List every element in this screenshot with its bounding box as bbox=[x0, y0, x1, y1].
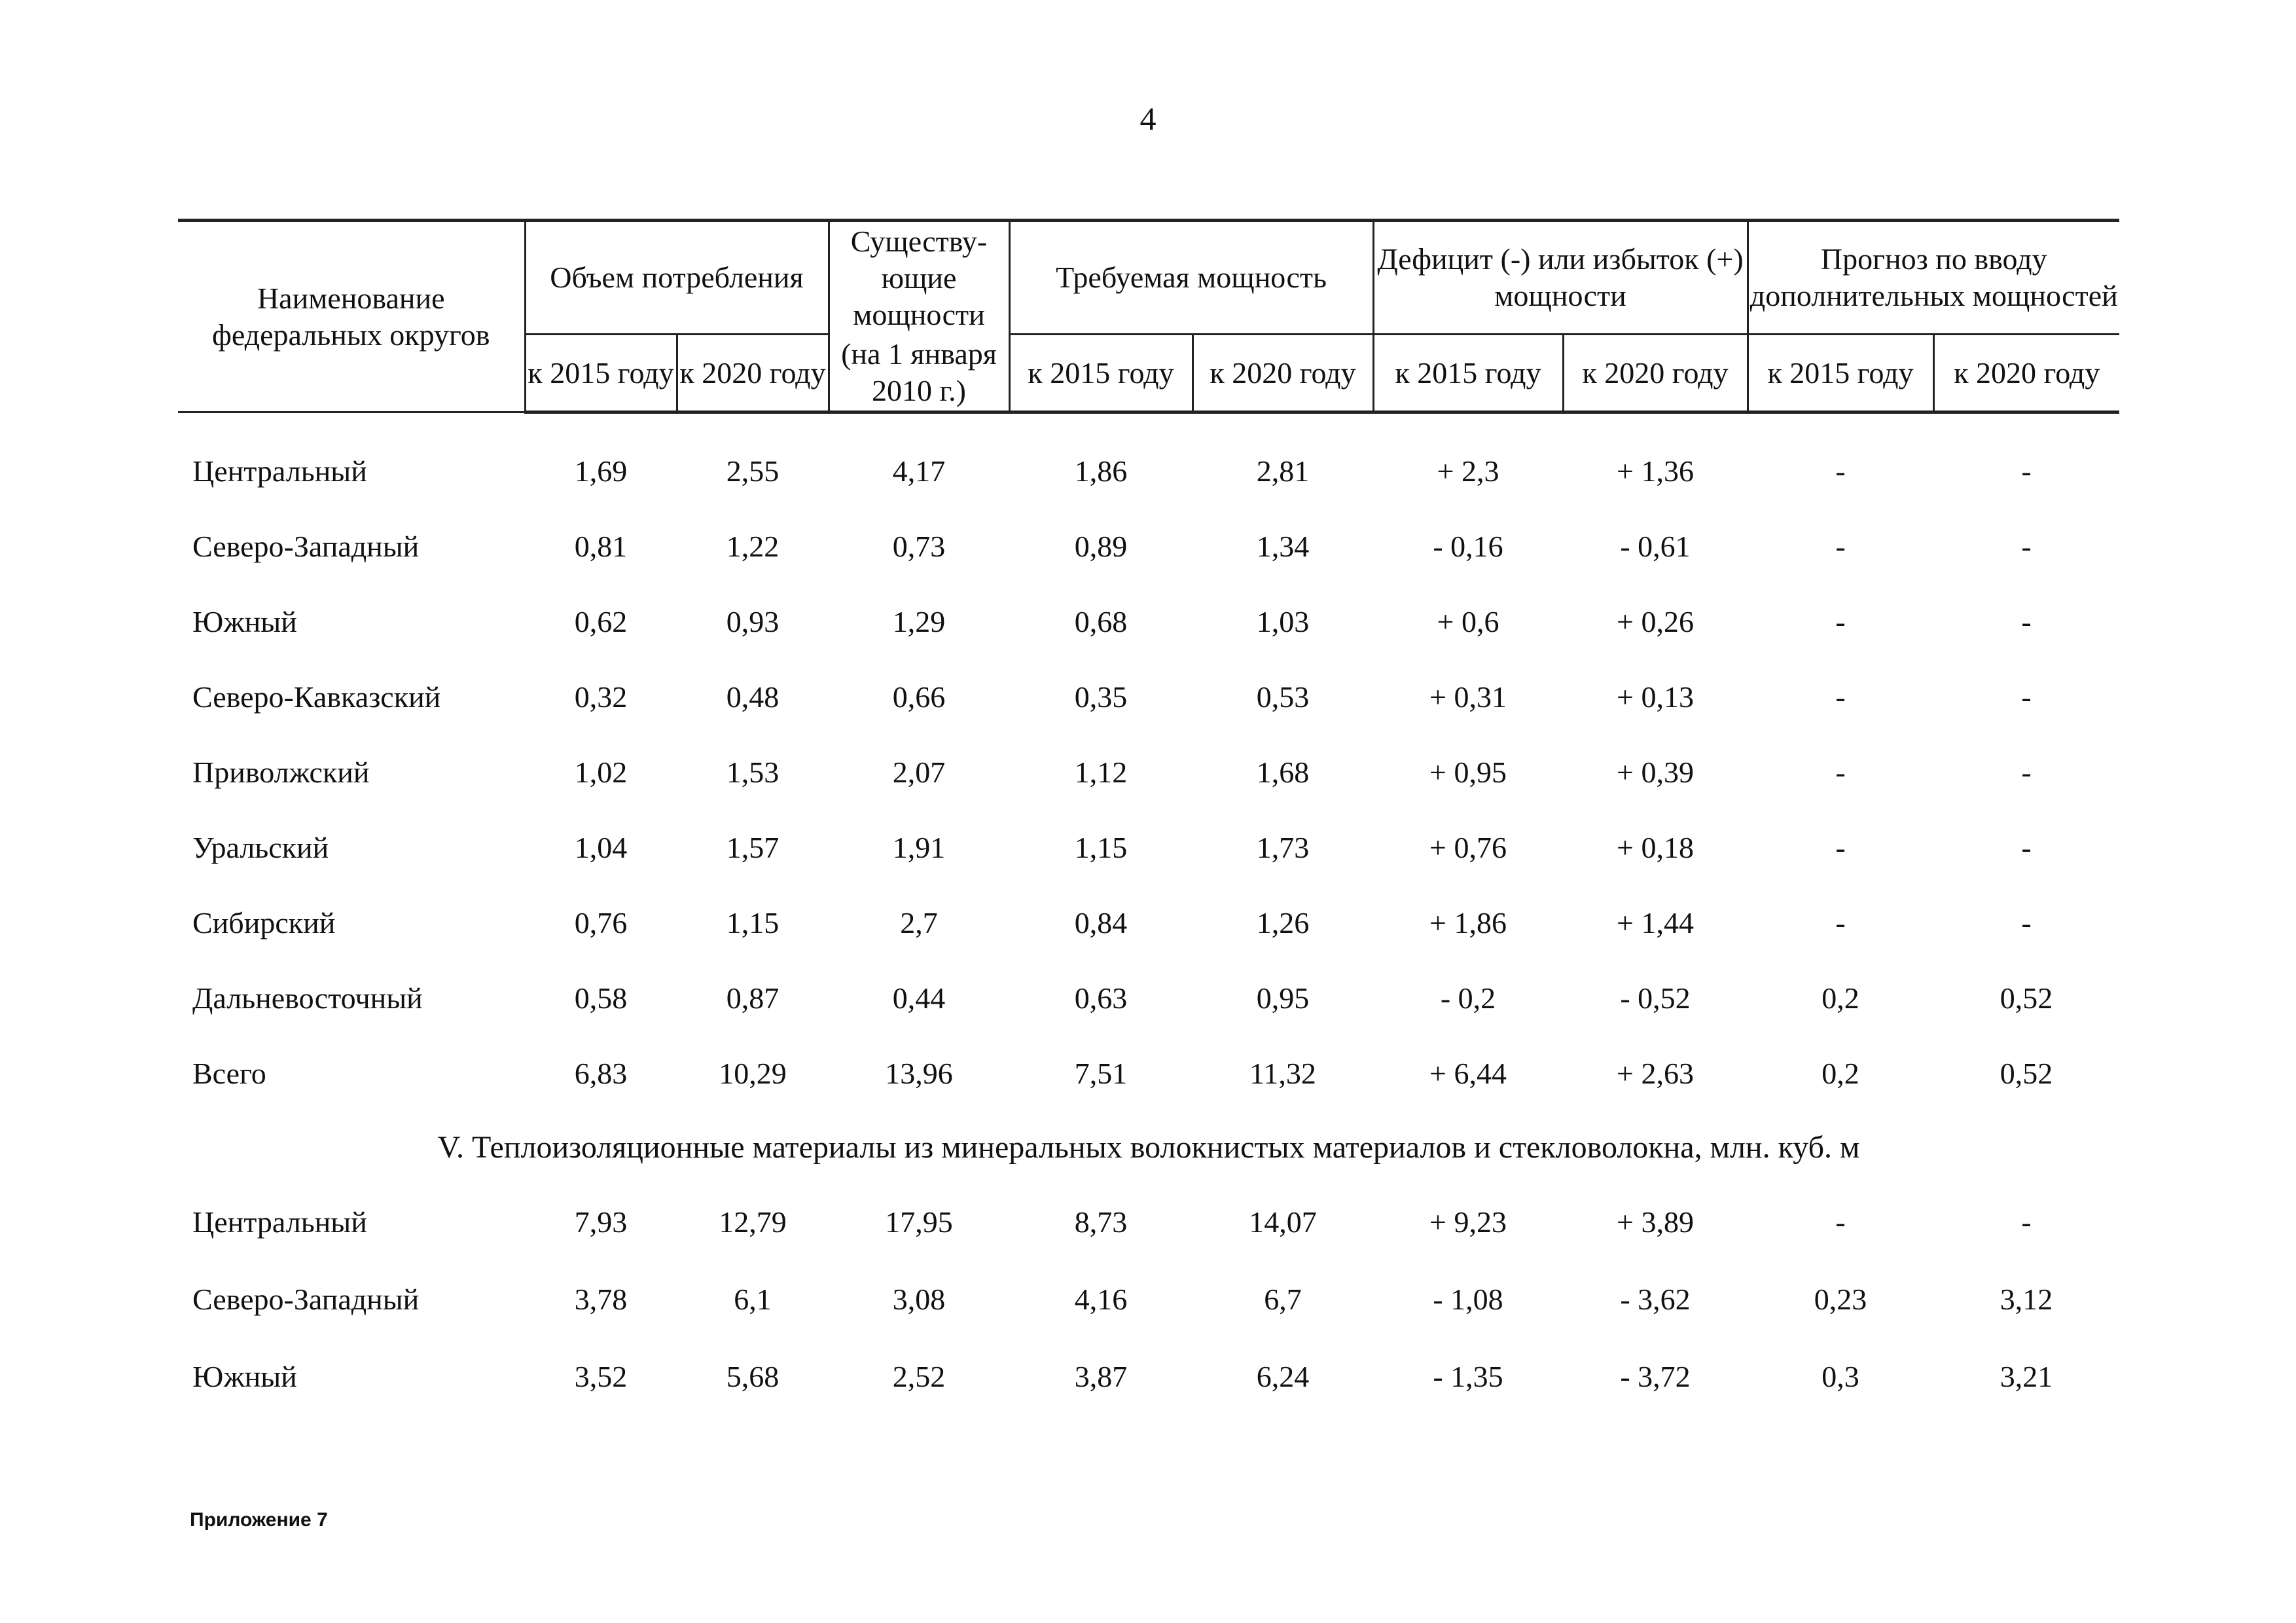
cell-deficit-2020: - 0,61 bbox=[1620, 530, 1691, 563]
cell-consumption-2015: 0,58 bbox=[574, 981, 628, 1015]
header-existing-date bbox=[829, 335, 1009, 412]
cell-deficit-2020: + 0,39 bbox=[1617, 756, 1694, 789]
cell-required-2020: 0,95 bbox=[1256, 981, 1310, 1015]
table-row bbox=[178, 509, 2119, 584]
cell-deficit-2020: + 0,26 bbox=[1617, 605, 1694, 638]
capacity-table bbox=[178, 219, 2119, 1415]
header-required-2015: к 2015 году bbox=[1009, 335, 1193, 412]
cell-deficit-2015: - 0,2 bbox=[1440, 981, 1496, 1015]
cell-consumption-2020: 12,79 bbox=[719, 1205, 787, 1239]
appendix-footer: Приложение 7 bbox=[190, 1509, 328, 1531]
header-existing-date-line2: 2010 г.) bbox=[872, 373, 966, 407]
cell-deficit-2020: + 0,13 bbox=[1617, 680, 1694, 714]
header-consumption-2020: к 2020 году bbox=[677, 335, 829, 412]
cell-district-name: Центральный bbox=[192, 1205, 367, 1239]
cell-existing-capacity: 2,7 bbox=[900, 906, 938, 939]
header-forecast: Прогноз по вводу дополнительных мощностей bbox=[1748, 221, 2119, 335]
header-deficit-2015: к 2015 году bbox=[1373, 335, 1563, 412]
cell-consumption-2015: 1,02 bbox=[574, 756, 628, 789]
cell-forecast-2015: - bbox=[1835, 831, 1846, 864]
cell-deficit-2020: - 3,62 bbox=[1620, 1282, 1691, 1316]
cell-existing-capacity: 3,08 bbox=[892, 1282, 946, 1316]
table-row bbox=[178, 1183, 2119, 1260]
cell-required-2020: 1,26 bbox=[1256, 906, 1310, 939]
cell-district-name: Всего bbox=[192, 1057, 266, 1090]
cell-district-name: Дальневосточный bbox=[192, 981, 423, 1015]
cell-consumption-2020: 2,55 bbox=[726, 454, 780, 488]
header-required-2020: к 2020 году bbox=[1193, 335, 1373, 412]
cell-district-name: Приволжский bbox=[192, 756, 370, 789]
cell-consumption-2020: 0,48 bbox=[726, 680, 780, 714]
cell-required-2020: 6,7 bbox=[1264, 1282, 1302, 1316]
cell-district-name: Уральский bbox=[192, 831, 329, 864]
cell-required-2015: 1,15 bbox=[1074, 831, 1128, 864]
cell-deficit-2020: - 0,52 bbox=[1620, 981, 1691, 1015]
cell-forecast-2015: - bbox=[1835, 1205, 1846, 1239]
cell-consumption-2015: 3,78 bbox=[574, 1282, 628, 1316]
cell-deficit-2020: + 0,18 bbox=[1617, 831, 1694, 864]
cell-forecast-2020: 0,52 bbox=[2000, 981, 2053, 1015]
cell-district-name: Центральный bbox=[192, 454, 367, 488]
cell-required-2015: 1,12 bbox=[1074, 756, 1128, 789]
cell-forecast-2015: - bbox=[1835, 906, 1846, 939]
cell-forecast-2020: - bbox=[2021, 530, 2032, 563]
cell-required-2015: 0,89 bbox=[1074, 530, 1128, 563]
cell-forecast-2015: - bbox=[1835, 605, 1846, 638]
table-row bbox=[178, 584, 2119, 659]
cell-forecast-2020: - bbox=[2021, 1205, 2032, 1239]
header-existing-line1: Существу- bbox=[850, 224, 988, 258]
cell-existing-capacity: 13,96 bbox=[885, 1057, 953, 1090]
section-title-row bbox=[178, 1111, 2119, 1183]
cell-forecast-2015: - bbox=[1835, 530, 1846, 563]
cell-deficit-2020: - 3,72 bbox=[1620, 1359, 1691, 1393]
cell-existing-capacity: 1,29 bbox=[892, 605, 946, 638]
cell-deficit-2020: + 1,36 bbox=[1617, 454, 1694, 488]
cell-existing-capacity: 2,07 bbox=[892, 756, 946, 789]
cell-required-2015: 0,35 bbox=[1074, 680, 1128, 714]
cell-forecast-2020: - bbox=[2021, 680, 2032, 714]
table-row bbox=[178, 1260, 2119, 1338]
cell-forecast-2015: - bbox=[1835, 756, 1846, 789]
cell-consumption-2020: 1,22 bbox=[726, 530, 780, 563]
cell-deficit-2020: + 1,44 bbox=[1617, 906, 1694, 939]
header-district-name: Наименование федеральных округов bbox=[178, 221, 525, 412]
cell-forecast-2015: 0,2 bbox=[1821, 1057, 1859, 1090]
cell-required-2020: 11,32 bbox=[1249, 1057, 1316, 1090]
cell-existing-capacity: 4,17 bbox=[892, 454, 946, 488]
cell-deficit-2015: + 0,95 bbox=[1429, 756, 1507, 789]
cell-existing-capacity: 1,91 bbox=[892, 831, 946, 864]
table-row bbox=[178, 412, 2119, 509]
cell-deficit-2015: + 0,76 bbox=[1429, 831, 1507, 864]
header-existing-line3: мощности bbox=[853, 297, 985, 331]
cell-required-2020: 1,68 bbox=[1256, 756, 1310, 789]
header-deficit-surplus: Дефицит (-) или избыток (+) мощности bbox=[1373, 221, 1748, 335]
cell-deficit-2015: + 2,3 bbox=[1437, 454, 1499, 488]
cell-forecast-2015: 0,3 bbox=[1821, 1359, 1859, 1393]
table-body bbox=[178, 412, 2119, 1415]
cell-forecast-2020: 0,52 bbox=[2000, 1057, 2053, 1090]
cell-forecast-2020: - bbox=[2021, 756, 2032, 789]
cell-forecast-2020: - bbox=[2021, 605, 2032, 638]
cell-required-2015: 0,63 bbox=[1074, 981, 1128, 1015]
cell-consumption-2020: 1,53 bbox=[726, 756, 780, 789]
cell-consumption-2015: 3,52 bbox=[574, 1359, 628, 1393]
cell-district-name: Южный bbox=[192, 1359, 297, 1393]
cell-forecast-2015: 0,2 bbox=[1821, 981, 1859, 1015]
cell-consumption-2020: 1,15 bbox=[726, 906, 780, 939]
cell-forecast-2015: - bbox=[1835, 680, 1846, 714]
cell-forecast-2020: - bbox=[2021, 454, 2032, 488]
header-existing-capacity bbox=[829, 221, 1009, 335]
cell-district-name: Северо-Кавказский bbox=[192, 680, 441, 714]
table-row bbox=[178, 1036, 2119, 1111]
cell-required-2020: 1,34 bbox=[1256, 530, 1310, 563]
cell-required-2015: 4,16 bbox=[1074, 1282, 1128, 1316]
cell-consumption-2020: 5,68 bbox=[726, 1359, 780, 1393]
cell-forecast-2015: - bbox=[1835, 454, 1846, 488]
cell-required-2015: 3,87 bbox=[1074, 1359, 1128, 1393]
cell-required-2020: 1,73 bbox=[1256, 831, 1310, 864]
table-row bbox=[178, 735, 2119, 810]
cell-required-2020: 2,81 bbox=[1256, 454, 1310, 488]
header-forecast-2015: к 2015 году bbox=[1748, 335, 1933, 412]
table-row bbox=[178, 960, 2119, 1036]
cell-forecast-2020: 3,12 bbox=[2000, 1282, 2053, 1316]
cell-existing-capacity: 17,95 bbox=[885, 1205, 953, 1239]
cell-deficit-2015: + 9,23 bbox=[1429, 1205, 1507, 1239]
cell-consumption-2020: 0,93 bbox=[726, 605, 780, 638]
table-row bbox=[178, 810, 2119, 885]
header-consumption: Объем потребления bbox=[525, 221, 829, 335]
cell-deficit-2015: - 1,35 bbox=[1433, 1359, 1503, 1393]
cell-consumption-2015: 0,81 bbox=[574, 530, 628, 563]
cell-existing-capacity: 2,52 bbox=[892, 1359, 946, 1393]
cell-deficit-2015: + 0,31 bbox=[1429, 680, 1507, 714]
table-row bbox=[178, 659, 2119, 735]
cell-deficit-2015: - 0,16 bbox=[1433, 530, 1503, 563]
cell-district-name: Северо-Западный bbox=[192, 1282, 420, 1316]
cell-required-2015: 0,68 bbox=[1074, 605, 1128, 638]
section-title: V. Теплоизоляционные материалы из минеральных волокнистых материалов и стекловолокна, млн. куб. м bbox=[437, 1129, 1860, 1165]
cell-deficit-2015: - 1,08 bbox=[1433, 1282, 1503, 1316]
cell-district-name: Сибирский bbox=[192, 906, 336, 939]
header-existing-line2: ющие bbox=[881, 261, 957, 295]
cell-consumption-2020: 1,57 bbox=[726, 831, 780, 864]
cell-consumption-2020: 6,1 bbox=[734, 1282, 772, 1316]
cell-consumption-2015: 6,83 bbox=[574, 1057, 628, 1090]
cell-forecast-2015: 0,23 bbox=[1814, 1282, 1867, 1316]
cell-required-2020: 1,03 bbox=[1256, 605, 1310, 638]
cell-required-2020: 14,07 bbox=[1249, 1205, 1317, 1239]
cell-consumption-2015: 1,69 bbox=[574, 454, 628, 488]
cell-existing-capacity: 0,73 bbox=[892, 530, 946, 563]
cell-consumption-2015: 0,32 bbox=[574, 680, 628, 714]
cell-required-2020: 6,24 bbox=[1256, 1359, 1310, 1393]
page-number: 4 bbox=[1139, 100, 1157, 137]
table-row bbox=[178, 1338, 2119, 1415]
cell-deficit-2015: + 1,86 bbox=[1429, 906, 1507, 939]
cell-forecast-2020: - bbox=[2021, 906, 2032, 939]
cell-existing-capacity: 0,44 bbox=[892, 981, 946, 1015]
cell-required-2015: 7,51 bbox=[1074, 1057, 1128, 1090]
cell-district-name: Южный bbox=[192, 605, 297, 638]
cell-required-2020: 0,53 bbox=[1256, 680, 1310, 714]
cell-consumption-2015: 0,62 bbox=[574, 605, 628, 638]
cell-deficit-2020: + 2,63 bbox=[1617, 1057, 1694, 1090]
header-existing-date-line1: (на 1 января bbox=[841, 337, 997, 371]
table-row bbox=[178, 885, 2119, 960]
cell-forecast-2020: 3,21 bbox=[2000, 1359, 2053, 1393]
cell-district-name: Северо-Западный bbox=[192, 530, 420, 563]
cell-forecast-2020: - bbox=[2021, 831, 2032, 864]
header-deficit-2020: к 2020 году bbox=[1563, 335, 1748, 412]
cell-existing-capacity: 0,66 bbox=[892, 680, 946, 714]
cell-required-2015: 8,73 bbox=[1074, 1205, 1128, 1239]
header-forecast-2020: к 2020 году bbox=[1933, 335, 2119, 412]
cell-deficit-2015: + 0,6 bbox=[1437, 605, 1499, 638]
cell-deficit-2020: + 3,89 bbox=[1617, 1205, 1694, 1239]
cell-consumption-2015: 0,76 bbox=[574, 906, 628, 939]
cell-deficit-2015: + 6,44 bbox=[1429, 1057, 1507, 1090]
header-consumption-2015: к 2015 году bbox=[525, 335, 677, 412]
cell-required-2015: 1,86 bbox=[1074, 454, 1128, 488]
cell-consumption-2015: 7,93 bbox=[574, 1205, 628, 1239]
cell-consumption-2020: 0,87 bbox=[726, 981, 780, 1015]
cell-consumption-2020: 10,29 bbox=[719, 1057, 787, 1090]
header-required-capacity: Требуемая мощность bbox=[1009, 221, 1373, 335]
cell-required-2015: 0,84 bbox=[1074, 906, 1128, 939]
cell-consumption-2015: 1,04 bbox=[574, 831, 628, 864]
